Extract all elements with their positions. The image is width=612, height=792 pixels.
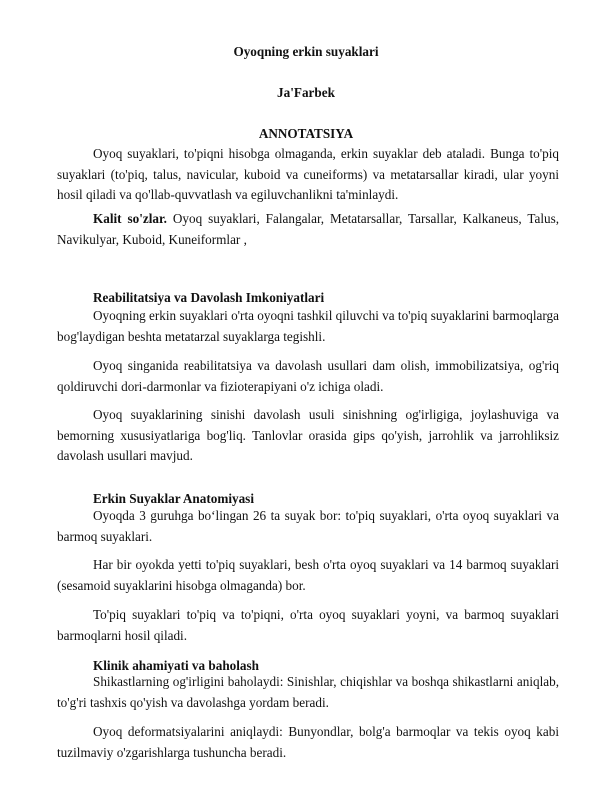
keywords-text: Oyoq suyaklari, Falangalar, Metatarsallar, Tarsallar, Kalkaneus, Talus, Navikulyar, Kuboid, Kuneiformlar , [57,211,560,247]
paragraph: Shikastlarning og'irligini baholaydi: Sinishlar, chiqishlar va boshqa shikastlarni aniqlab, to'g'ri tashxis qo'yish va davolashga yordam beradi. [57,674,559,710]
keywords-paragraph [57,209,559,250]
paragraph: Oyoq suyaklarining sinishi davolash usuli sinishning og'irligiga, joylashuviga va bemorning xususiyatlariga bog'liq. Tanlovlar orasida gips qo'yish, jarrohlik va jarrohliksiz davolash usullari mavjud. [57,407,559,463]
annotation-paragraph: Oyoq suyaklari, to'piqni hisobga olmaganda, erkin suyaklar deb ataladi. Bunga to'piq suyaklari (to'piq, talus, navicular, kuboid va cuneiforms) va metatarsallar kiradi, ular yoyni hosil qiladi va qo'llab-quvvatlash va egiluvchanlikni ta'minlaydi. [57,146,559,202]
paragraph: Oyoqning erkin suyaklari o'rta oyoqni tashkil qiluvchi va to'piq suyaklarini barmoqlarga bog'laydigan beshta metatarzal suyaklarga tegishli. [57,308,559,344]
section-heading-rehabilitation: Reabilitatsiya va Davolash Imkoniyatlari [93,290,325,305]
paragraph: Oyoqda 3 guruhga boʻlingan 26 ta suyak bor: to'piq suyaklari, o'rta oyoq suyaklari va barmoq suyaklari. [57,508,559,544]
section-heading-clinical: Klinik ahamiyati va baholash [93,658,259,673]
paragraph: To'piq suyaklari to'piq va to'piqni, o'rta oyoq suyaklari yoyni, va barmoq suyaklari barmoqlarni hosil qiladi. [57,607,559,643]
paragraph: Oyoq singanida reabilitatsiya va davolash usullari dam olish, immobilizatsiya, og'riq qoldiruvchi dori-darmonlar va fizioterapiyani o'z ichiga oladi. [57,358,559,394]
author-name: Ja'Farbek [277,85,335,100]
paragraph: Har bir oyokda yetti to'piq suyaklari, besh o'rta oyoq suyaklari va 14 barmoq suyaklari (sesamoid suyaklarini hisobga olmaganda) bor. [57,557,559,593]
keywords-label: Kalit so'zlar. [93,211,167,226]
paragraph: Oyoq deformatsiyalarini aniqlaydi: Bunyondlar, bolg'a barmoqlar va tekis oyoq kabi tuzilmaviy o'zgarishlarga tushuncha beradi. [57,724,559,760]
document-title: Oyoqning erkin suyaklari [233,44,379,59]
annotation-heading: ANNOTATSIYA [258,126,354,141]
section-heading-anatomy: Erkin Suyaklar Anatomiyasi [93,491,254,506]
